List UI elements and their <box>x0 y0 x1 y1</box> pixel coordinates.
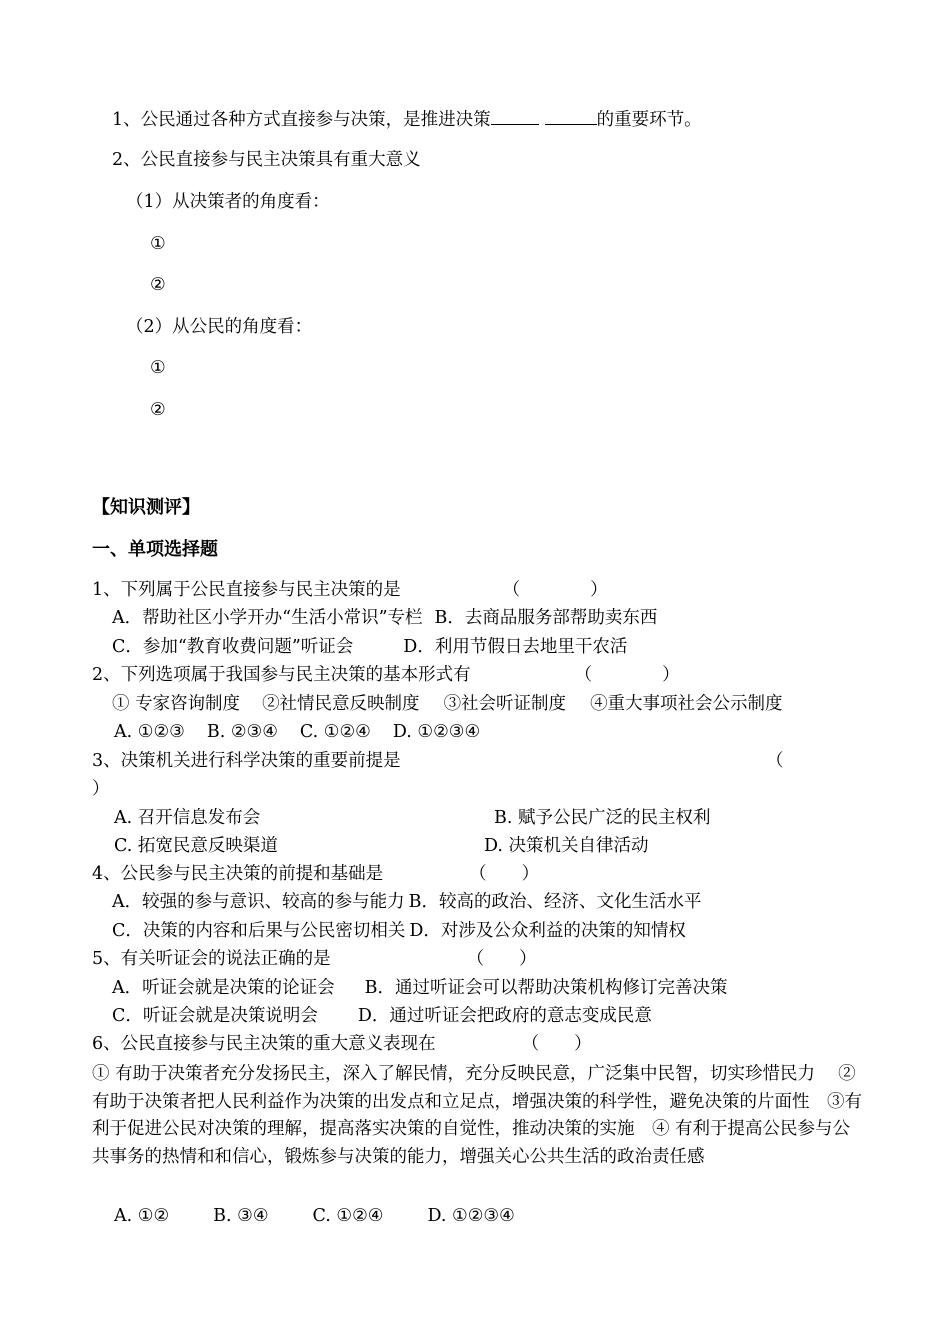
option-b[interactable]: B. ③④ <box>213 1206 269 1226</box>
question-6-stem <box>92 1032 592 1056</box>
intro-sub-2: （2）从公民的角度看： <box>126 317 313 337</box>
statement-2: ②社情民意反映制度 <box>262 694 420 714</box>
part-title: 一、单项选择题 <box>92 539 218 560</box>
question-3-stem <box>92 749 401 773</box>
question-4-options-ab <box>112 890 702 914</box>
section-title: 【知识测评】 <box>92 497 200 518</box>
question-1-stem <box>92 578 608 602</box>
intro-item-1-text: 1、公民通过各种方式直接参与决策，是推进决策 <box>112 110 491 130</box>
question-2-stem <box>92 663 680 687</box>
option-b[interactable]: B．较高的政治、经济、文化生活水平 <box>408 892 702 912</box>
question-stem-text: 4、公民参与民主决策的前提和基础是 <box>92 864 384 884</box>
option-c[interactable]: C．听证会就是决策说明会 <box>112 1006 318 1026</box>
option-d[interactable]: D. ①②③④ <box>427 1206 515 1226</box>
fill-blank[interactable] <box>545 106 597 125</box>
answer-parentheses[interactable]: （ ） <box>502 580 608 600</box>
intro-sub-2-point-1: ① <box>150 358 166 378</box>
intro-sub-2-point-2: ② <box>150 400 166 420</box>
option-a[interactable]: A．帮助社区小学开办“生活小常识”专栏 <box>112 608 423 628</box>
question-5-options-ab <box>112 976 728 1000</box>
option-a[interactable]: A．听证会就是决策的论证会 <box>112 978 335 998</box>
question-4-stem <box>92 862 539 886</box>
intro-sub-1-point-1: ① <box>150 234 166 254</box>
option-b[interactable]: B．通过听证会可以帮助决策机构修订完善决策 <box>364 978 728 998</box>
question-5-options-cd <box>112 1004 652 1028</box>
option-d[interactable]: D. ①②③④ <box>392 722 481 742</box>
option-d[interactable]: D．通过听证会把政府的意志变成民意 <box>357 1006 652 1026</box>
answer-parentheses[interactable]: （ ） <box>466 949 537 969</box>
question-stem-text: 2、下列选项属于我国参与民主决策的基本形式有 <box>92 665 471 685</box>
question-2-items <box>112 692 783 716</box>
question-stem-text: 3、决策机关进行科学决策的重要前提是 <box>92 751 401 771</box>
option-c[interactable]: C．决策的内容和后果与公民密切相关 <box>112 921 406 941</box>
option-c[interactable]: C. ①②④ <box>299 722 371 742</box>
question-6-options <box>114 1204 515 1228</box>
question-3-option-b[interactable]: B. 赋予公民广泛的民主权利 <box>494 808 711 828</box>
statement-1: ① 专家咨询制度 <box>112 694 241 714</box>
option-a[interactable]: A．较强的参与意识、较高的参与能力 <box>112 892 405 912</box>
answer-parentheses[interactable]: （ ） <box>521 1034 592 1054</box>
answer-parentheses[interactable]: （ ） <box>469 864 540 884</box>
intro-item-1-suffix: 的重要环节。 <box>596 110 702 130</box>
fill-blank[interactable] <box>491 106 539 125</box>
question-6-statements: ① 有助于决策者充分发扬民主，深入了解民情，充分反映民意，广泛集中民智，切实珍惜民力 ②有助于决策者把人民利益作为决策的出发点和立足点，增强决策的科学性，避免决策的片面性 ③有利于促进公民对决策的理解，提高落实决策的自觉性，推动决策的实施 ④ 有利于提高公民参与公共事务的热情和和信心，锻炼参与决策的能力，增强关心公共生活的政治责任感 <box>92 1064 862 1167</box>
answer-parentheses[interactable]: （ ） <box>574 665 680 685</box>
option-b[interactable]: B. ②③④ <box>206 722 278 742</box>
question-3-option-a[interactable]: A. 召开信息发布会 <box>114 808 261 828</box>
intro-sub-1-point-2: ② <box>150 275 166 295</box>
answer-parentheses-open[interactable]: （ <box>766 751 784 771</box>
question-5-stem <box>92 947 537 971</box>
intro-sub-1: （1）从决策者的角度看： <box>126 192 330 212</box>
option-c[interactable]: C．参加“教育收费问题”听证会 <box>112 637 354 657</box>
statement-3: ③社会听证制度 <box>443 694 567 714</box>
intro-item-1 <box>112 106 702 132</box>
option-d[interactable]: D．利用节假日去地里干农活 <box>403 637 628 657</box>
option-b[interactable]: B．去商品服务部帮助卖东西 <box>434 608 658 628</box>
question-1-options-ab <box>112 606 657 630</box>
question-4-options-cd <box>112 919 686 943</box>
question-stem-text: 6、公民直接参与民主决策的重大意义表现在 <box>92 1034 436 1054</box>
option-c[interactable]: C. ①②④ <box>312 1206 384 1226</box>
question-stem-text: 1、下列属于公民直接参与民主决策的是 <box>92 580 401 600</box>
option-d[interactable]: D．对涉及公众利益的决策的知情权 <box>409 921 686 941</box>
question-3-option-c[interactable]: C. 拓宽民意反映渠道 <box>114 836 278 856</box>
answer-parentheses-close[interactable]: ） <box>92 779 110 799</box>
intro-item-2: 2、公民直接参与民主决策具有重大意义 <box>112 150 421 170</box>
option-a[interactable]: A. ①②③ <box>114 722 185 742</box>
question-3-option-d[interactable]: D. 决策机关自律活动 <box>484 836 649 856</box>
question-stem-text: 5、有关听证会的说法正确的是 <box>92 949 331 969</box>
option-a[interactable]: A. ①② <box>114 1206 170 1226</box>
question-2-options <box>114 720 480 744</box>
question-1-options-cd <box>112 635 627 659</box>
statement-4: ④重大事项社会公示制度 <box>590 694 783 714</box>
